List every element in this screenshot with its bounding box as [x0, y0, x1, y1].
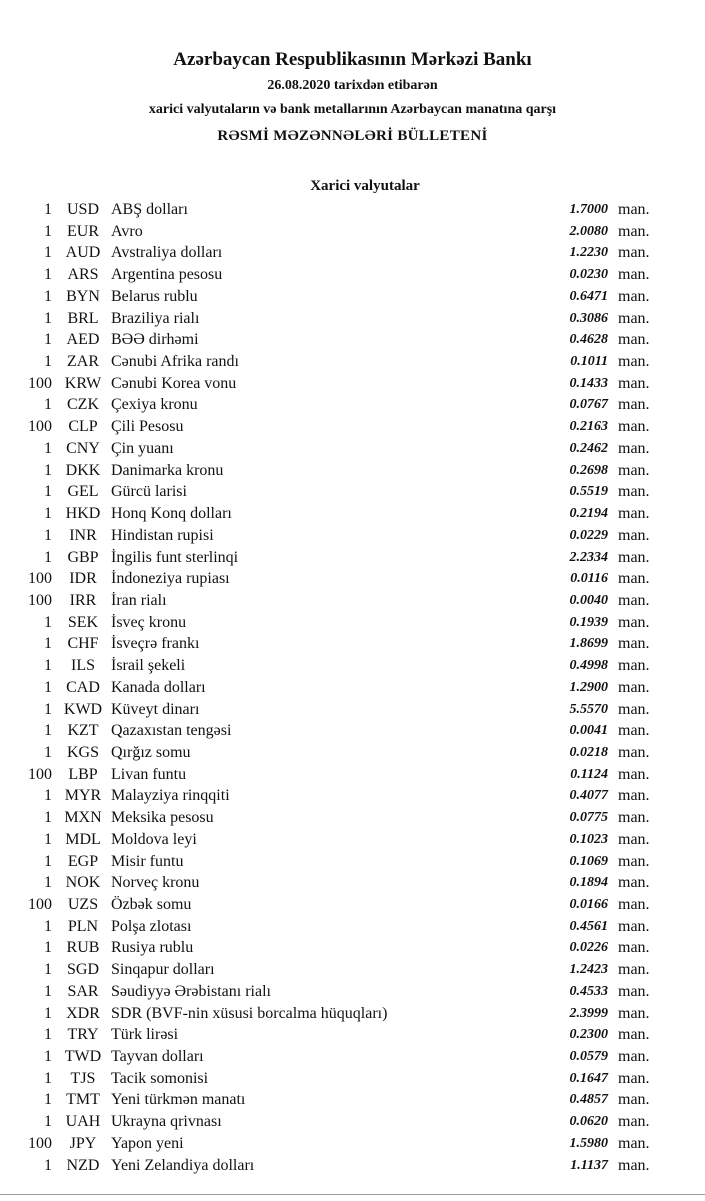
- rate-row-try: [0, 1024, 705, 1046]
- currency-name: İsveçrə frankı: [111, 635, 200, 653]
- rate-row-idr: [0, 568, 705, 590]
- currency-code: KGS: [66, 743, 99, 761]
- exchange-rate: 2.2334: [569, 549, 608, 565]
- exchange-rate: 1.2230: [569, 245, 608, 261]
- rate-units: 1: [44, 331, 52, 349]
- currency-code: UZS: [67, 896, 99, 913]
- rate-row-cny: [0, 438, 705, 460]
- currency-name: Malayziya rinqqiti: [111, 787, 230, 805]
- rate-units: 1: [44, 266, 52, 284]
- rate-unit: man.: [618, 635, 650, 653]
- rate-row-brl: [0, 308, 705, 330]
- rate-unit: man.: [618, 331, 650, 349]
- rate-unit: man.: [618, 591, 650, 609]
- exchange-rate: 0.4998: [569, 658, 608, 674]
- currency-name: Qırğız somu: [111, 743, 191, 761]
- currency-code: INR: [69, 526, 97, 544]
- rate-units: 1: [44, 657, 52, 675]
- exchange-rate: 0.2300: [569, 1027, 608, 1043]
- rate-unit: man.: [618, 613, 650, 631]
- rate-units: 1: [44, 548, 52, 566]
- currency-code: JPY: [69, 1134, 97, 1152]
- currency-name: İsveç kronu: [111, 613, 187, 631]
- rate-unit: man.: [618, 657, 650, 675]
- exchange-rate: 0.6471: [569, 288, 608, 304]
- currency-name: Braziliya rialı: [111, 309, 200, 327]
- currency-code: TWD: [64, 1048, 102, 1066]
- currency-code: IRR: [69, 591, 97, 609]
- rate-unit: man.: [618, 1156, 650, 1174]
- currency-code: BYN: [66, 287, 100, 305]
- exchange-rate: 0.2194: [569, 506, 608, 522]
- rate-units: 1: [44, 917, 52, 935]
- currency-name: Gürcü larisi: [111, 483, 187, 501]
- bulletin-title: RƏSMİ MƏZƏNNƏLƏRİ BÜLLETENİ: [217, 128, 488, 144]
- currency-code: GBP: [67, 548, 99, 566]
- currency-code: KRW: [64, 374, 102, 392]
- exchange-rate: 1.5980: [569, 1135, 608, 1151]
- rate-unit: man.: [618, 765, 650, 783]
- currency-name: SDR (BVF-nin xüsusi borcalma hüquqları): [111, 1004, 388, 1022]
- rate-unit: man.: [618, 483, 650, 501]
- currency-name: Sinqapur dolları: [111, 961, 215, 979]
- rate-unit: man.: [618, 809, 650, 827]
- rate-row-egp: [0, 851, 705, 873]
- currency-name: Avstraliya dolları: [111, 244, 223, 262]
- exchange-rate: 0.5519: [569, 484, 608, 500]
- currency-code: USD: [66, 201, 99, 218]
- rate-row-gel: [0, 481, 705, 503]
- exchange-rate: 1.2900: [569, 679, 608, 695]
- rate-units: 1: [44, 505, 52, 523]
- rate-unit: man.: [618, 678, 650, 696]
- rate-units: 1: [44, 787, 52, 805]
- currency-name: Belarus rublu: [111, 287, 198, 305]
- rate-units: 1: [44, 461, 52, 479]
- currency-name: Çili Pesosu: [111, 418, 184, 436]
- currency-code: SGD: [66, 961, 99, 979]
- exchange-rate: 0.1433: [569, 375, 608, 391]
- rate-unit: man.: [618, 961, 650, 979]
- currency-name: BƏƏ dirhəmi: [111, 331, 199, 349]
- rate-row-sek: [0, 612, 705, 634]
- rate-units: 1: [44, 396, 52, 414]
- rate-units: 1: [44, 1156, 52, 1174]
- exchange-rate: 0.0620: [569, 1114, 608, 1130]
- exchange-rate: 0.0040: [569, 592, 608, 608]
- rate-unit: man.: [618, 222, 650, 240]
- currency-code: GEL: [67, 483, 99, 501]
- rate-units: 1: [44, 1113, 52, 1131]
- rate-unit: man.: [618, 896, 650, 913]
- rate-row-kgs: [0, 742, 705, 764]
- rate-unit: man.: [618, 1004, 650, 1022]
- rate-units: 1: [44, 700, 52, 718]
- exchange-rate: 0.4561: [569, 918, 608, 934]
- rate-unit: man.: [618, 396, 650, 414]
- currency-code: CZK: [67, 396, 99, 414]
- currency-name: ABŞ dolları: [111, 201, 188, 218]
- currency-name: Yeni türkmən manatı: [111, 1091, 246, 1109]
- currency-code: CAD: [66, 678, 100, 696]
- currency-code: SAR: [67, 982, 99, 1000]
- currency-code: CNY: [66, 439, 100, 457]
- exchange-rate: 0.0229: [569, 527, 608, 543]
- exchange-rate: 2.0080: [569, 223, 608, 239]
- exchange-rate: 1.1137: [570, 1157, 608, 1173]
- exchange-rate: 0.0218: [569, 744, 608, 760]
- rate-units: 1: [44, 353, 52, 371]
- rate-row-eur: [0, 221, 705, 243]
- exchange-rate: 0.1124: [570, 766, 608, 782]
- currency-name: Çexiya kronu: [111, 396, 198, 414]
- rate-units: 1: [44, 613, 52, 631]
- currency-name: İran rialı: [111, 591, 167, 609]
- exchange-rate: 5.5570: [569, 701, 608, 717]
- currency-code: ILS: [71, 657, 95, 675]
- exchange-rate: 0.4628: [569, 332, 608, 348]
- currency-code: RUB: [66, 939, 100, 957]
- rate-row-sgd: [0, 959, 705, 981]
- rate-row-pln: [0, 916, 705, 938]
- rate-units: 100: [28, 896, 52, 913]
- currency-name: Honq Konq dolları: [111, 505, 232, 523]
- currency-code: BRL: [67, 309, 99, 327]
- rate-unit: man.: [618, 1026, 650, 1044]
- section-title: Xarici valyutalar: [310, 178, 420, 194]
- rate-unit: man.: [618, 439, 650, 457]
- exchange-rate: 0.0579: [569, 1049, 608, 1065]
- exchange-rate: 0.2462: [569, 440, 608, 456]
- exchange-rate: 2.3999: [569, 1005, 608, 1021]
- exchange-rate: 1.7000: [569, 202, 608, 217]
- rate-units: 1: [44, 1026, 52, 1044]
- currency-code: ARS: [67, 266, 99, 284]
- currency-name: Türk lirəsi: [111, 1026, 179, 1044]
- rate-row-sar: [0, 981, 705, 1003]
- rate-row-byn: [0, 286, 705, 308]
- rate-unit: man.: [618, 353, 650, 371]
- rate-units: 100: [28, 1134, 52, 1152]
- exchange-rate: 0.1069: [569, 853, 608, 869]
- rate-row-mdl: [0, 829, 705, 851]
- currency-name: Tayvan dolları: [111, 1048, 204, 1066]
- rate-unit: man.: [618, 266, 650, 284]
- rate-units: 1: [44, 874, 52, 892]
- rate-unit: man.: [618, 570, 650, 588]
- exchange-rate: 0.2698: [569, 462, 608, 478]
- rate-units: 1: [44, 743, 52, 761]
- rate-units: 1: [44, 526, 52, 544]
- rate-row-tmt: [0, 1089, 705, 1111]
- exchange-rate: 0.0767: [569, 397, 608, 413]
- exchange-rate: 0.1647: [569, 1070, 608, 1086]
- rate-units: 1: [44, 1048, 52, 1066]
- bulletin-subtitle: xarici valyutaların və bank metallarının Azərbaycan manatına qarşı: [148, 102, 557, 117]
- currency-code: KWD: [63, 700, 103, 718]
- currency-name: Norveç kronu: [111, 874, 200, 892]
- rate-unit: man.: [618, 874, 650, 892]
- currency-code: NOK: [65, 874, 101, 892]
- rate-units: 1: [44, 1004, 52, 1022]
- rate-unit: man.: [618, 461, 650, 479]
- rate-units: 1: [44, 809, 52, 827]
- rates-table: [0, 199, 705, 1176]
- exchange-rate: 0.0226: [569, 940, 608, 956]
- currency-name: Cənubi Afrika randı: [111, 353, 239, 371]
- rate-units: 1: [44, 309, 52, 327]
- exchange-rate: 0.4533: [569, 983, 608, 999]
- rate-unit: man.: [618, 505, 650, 523]
- rate-unit: man.: [618, 1048, 650, 1066]
- rate-row-kwd: [0, 699, 705, 721]
- currency-code: TRY: [67, 1026, 99, 1044]
- currency-code: XDR: [66, 1004, 100, 1022]
- currency-name: Danimarka kronu: [111, 461, 224, 479]
- currency-code: HKD: [65, 505, 101, 523]
- currency-name: Misir funtu: [111, 852, 184, 870]
- exchange-rate: 0.1939: [569, 614, 608, 630]
- rate-unit: man.: [618, 309, 650, 327]
- currency-name: Rusiya rublu: [111, 939, 194, 957]
- rate-row-czk: [0, 394, 705, 416]
- currency-name: Çin yuanı: [111, 439, 174, 457]
- currency-code: IDR: [69, 570, 97, 588]
- rate-units: 1: [44, 852, 52, 870]
- rate-unit: man.: [618, 1091, 650, 1109]
- rate-row-chf: [0, 633, 705, 655]
- rate-units: 1: [44, 287, 52, 305]
- rate-unit: man.: [618, 526, 650, 544]
- exchange-rate: 0.1011: [570, 354, 608, 370]
- rate-unit: man.: [618, 700, 650, 718]
- currency-name: Avro: [111, 222, 143, 240]
- exchange-rate: 0.1023: [569, 831, 608, 847]
- rate-row-nok: [0, 872, 705, 894]
- rate-unit: man.: [618, 374, 650, 392]
- rate-units: 1: [44, 1069, 52, 1087]
- rate-unit: man.: [618, 287, 650, 305]
- rate-units: 100: [28, 591, 52, 609]
- rate-row-nzd: [0, 1155, 705, 1177]
- rate-row-krw: [0, 373, 705, 395]
- rate-unit: man.: [618, 548, 650, 566]
- currency-code: ZAR: [67, 353, 99, 371]
- rate-units: 1: [44, 722, 52, 740]
- currency-code: MXN: [64, 809, 102, 827]
- rate-row-inr: [0, 525, 705, 547]
- rate-row-zar: [0, 351, 705, 373]
- currency-code: EGP: [67, 852, 99, 870]
- rate-row-rub: [0, 937, 705, 959]
- rate-row-twd: [0, 1046, 705, 1068]
- exchange-rate: 0.0166: [569, 897, 608, 912]
- currency-name: İndoneziya rupiası: [111, 570, 230, 588]
- rate-row-tjs: [0, 1068, 705, 1090]
- rate-row-uzs: [0, 894, 705, 916]
- exchange-rate: 1.2423: [569, 962, 608, 978]
- rate-units: 1: [44, 1091, 52, 1109]
- rate-row-dkk: [0, 460, 705, 482]
- rate-row-hkd: [0, 503, 705, 525]
- rate-row-mxn: [0, 807, 705, 829]
- currency-name: Meksika pesosu: [111, 809, 214, 827]
- currency-code: SEK: [67, 613, 99, 631]
- rate-row-myr: [0, 785, 705, 807]
- exchange-rate: 0.1894: [569, 875, 608, 891]
- currency-code: NZD: [66, 1156, 100, 1174]
- rate-unit: man.: [618, 852, 650, 870]
- currency-name: Hindistan rupisi: [111, 526, 214, 544]
- exchange-rate: 0.0116: [570, 571, 608, 587]
- rate-row-lbp: [0, 764, 705, 786]
- rate-row-aud: [0, 242, 705, 264]
- exchange-rate: 0.0230: [569, 267, 608, 283]
- currency-name: Qazaxıstan tengəsi: [111, 722, 232, 740]
- currency-name: Ukrayna qrivnası: [111, 1113, 222, 1131]
- rate-row-cad: [0, 677, 705, 699]
- currency-name: Livan funtu: [111, 765, 187, 783]
- rate-unit: man.: [618, 787, 650, 805]
- currency-code: CHF: [67, 635, 99, 653]
- rate-unit: man.: [618, 201, 650, 218]
- currency-name: Moldova leyi: [111, 830, 197, 848]
- exchange-rate: 0.2163: [569, 419, 608, 435]
- rate-units: 1: [44, 982, 52, 1000]
- currency-code: PLN: [67, 917, 99, 935]
- rate-unit: man.: [618, 1069, 650, 1087]
- rate-row-clp: [0, 416, 705, 438]
- currency-code: CLP: [68, 418, 98, 436]
- rate-unit: man.: [618, 1113, 650, 1131]
- currency-name: Özbək somu: [111, 896, 192, 913]
- rate-unit: man.: [618, 1134, 650, 1152]
- currency-name: Səudiyyə Ərəbistanı rialı: [111, 982, 271, 1000]
- rate-units: 1: [44, 635, 52, 653]
- currency-code: MYR: [64, 787, 102, 805]
- currency-name: Cənubi Korea vonu: [111, 374, 237, 392]
- currency-code: AED: [66, 331, 100, 349]
- currency-code: TJS: [70, 1069, 96, 1087]
- exchange-rate: 0.0775: [569, 810, 608, 826]
- rate-unit: man.: [618, 722, 650, 740]
- currency-code: MDL: [65, 830, 101, 848]
- rate-unit: man.: [618, 743, 650, 761]
- rate-units: 1: [44, 244, 52, 262]
- rate-units: 1: [44, 439, 52, 457]
- currency-name: İngilis funt sterlinqi: [111, 548, 239, 566]
- bank-name: Azərbaycan Respublikasının Mərkəzi Bankı: [173, 49, 532, 70]
- rate-unit: man.: [618, 939, 650, 957]
- rate-unit: man.: [618, 830, 650, 848]
- rate-units: 100: [28, 418, 52, 436]
- rate-row-irr: [0, 590, 705, 612]
- currency-name: Polşa zlotası: [111, 917, 192, 935]
- exchange-rate: 0.3086: [569, 310, 608, 326]
- currency-name: Küveyt dinarı: [111, 700, 200, 718]
- currency-code: LBP: [68, 765, 98, 783]
- rate-row-ars: [0, 264, 705, 286]
- rate-units: 100: [28, 765, 52, 783]
- currency-code: AUD: [65, 244, 101, 262]
- currency-name: Tacik somonisi: [111, 1069, 209, 1087]
- rate-row-xdr: [0, 1003, 705, 1025]
- rate-units: 100: [28, 570, 52, 588]
- effective-date: 26.08.2020 tarixdən etibarən: [267, 78, 438, 93]
- rate-row-jpy: [0, 1133, 705, 1155]
- rate-units: 1: [44, 222, 52, 240]
- rate-row-usd: [0, 199, 705, 221]
- currency-code: KZT: [67, 722, 99, 740]
- exchange-rate: 1.8699: [569, 636, 608, 652]
- currency-name: İsrail şekeli: [111, 657, 186, 675]
- rate-units: 1: [44, 201, 52, 218]
- rate-row-ils: [0, 655, 705, 677]
- rate-unit: man.: [618, 982, 650, 1000]
- rate-row-gbp: [0, 547, 705, 569]
- currency-code: DKK: [65, 461, 101, 479]
- bottom-divider: [0, 1194, 705, 1195]
- currency-name: Argentina pesosu: [111, 266, 223, 284]
- rate-units: 1: [44, 678, 52, 696]
- currency-name: Kanada dolları: [111, 678, 206, 696]
- currency-name: Yapon yeni: [111, 1134, 184, 1152]
- currency-code: UAH: [65, 1113, 101, 1131]
- currency-name: Yeni Zelandiya dolları: [111, 1156, 255, 1174]
- rate-unit: man.: [618, 244, 650, 262]
- rate-units: 100: [28, 374, 52, 392]
- rate-unit: man.: [618, 418, 650, 436]
- rate-units: 1: [44, 830, 52, 848]
- exchange-rate: 0.4077: [569, 788, 608, 804]
- exchange-rate: 0.0041: [569, 723, 608, 739]
- exchange-rate: 0.4857: [569, 1092, 608, 1108]
- rate-row-kzt: [0, 720, 705, 742]
- rate-units: 1: [44, 483, 52, 501]
- rate-units: 1: [44, 939, 52, 957]
- rate-row-aed: [0, 329, 705, 351]
- rate-units: 1: [44, 961, 52, 979]
- rate-unit: man.: [618, 917, 650, 935]
- rate-row-uah: [0, 1111, 705, 1133]
- currency-code: EUR: [67, 222, 99, 240]
- currency-code: TMT: [66, 1091, 100, 1109]
